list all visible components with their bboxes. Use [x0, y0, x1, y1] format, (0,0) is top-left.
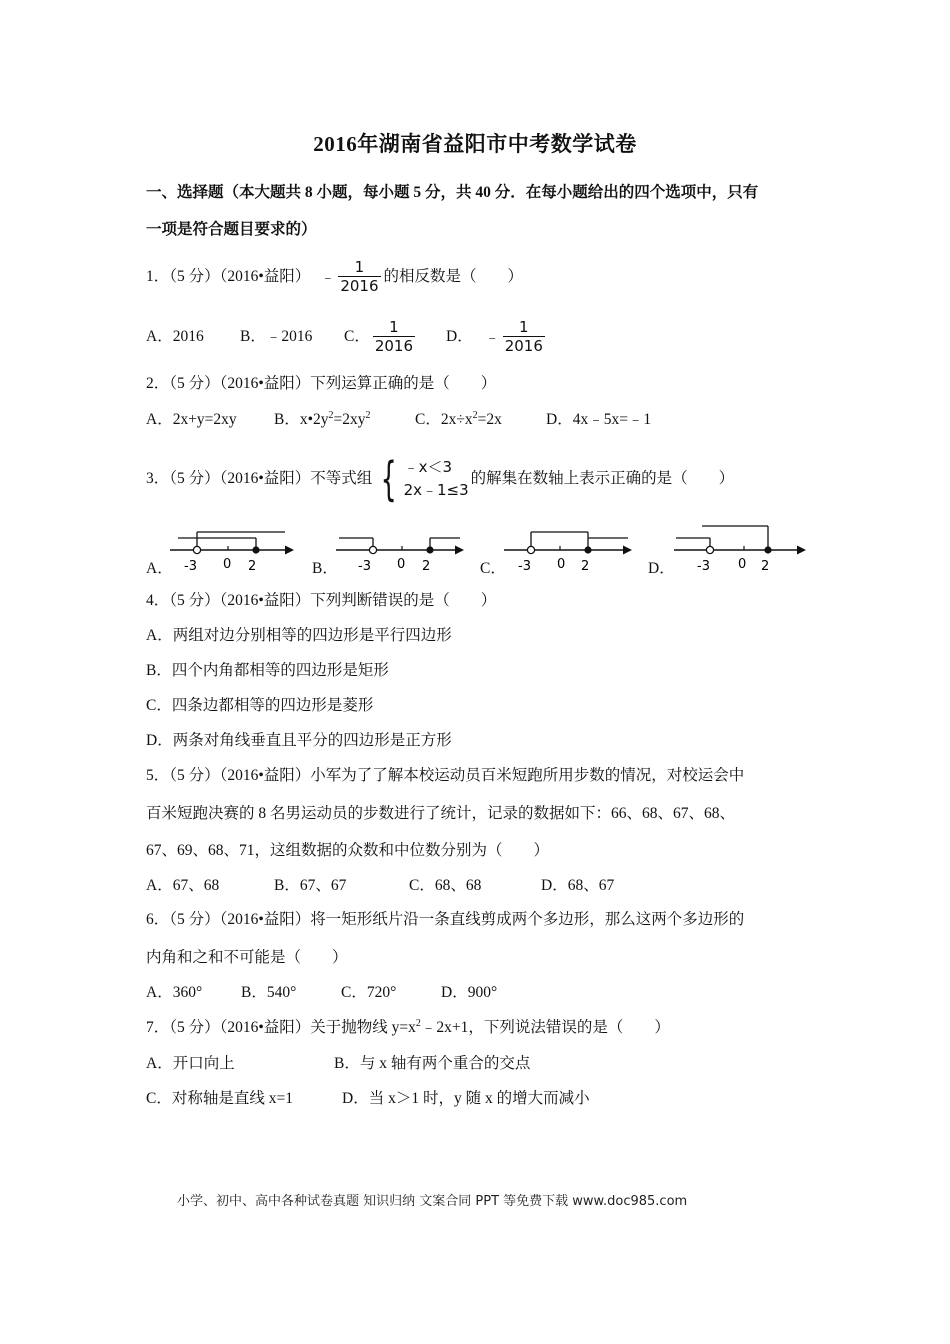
q2-b-mid: =2xy — [333, 411, 366, 428]
tick-label: 2 — [422, 559, 431, 574]
question-3 — [146, 450, 734, 508]
section-heading-line2: 一项是符合题目要求的） — [146, 221, 317, 238]
q2-b-pre: B．x•2y — [274, 411, 329, 428]
page-title: 2016年湖南省益阳市中考数学试卷 — [313, 132, 637, 156]
q3-inequalities — [404, 456, 469, 502]
page-footer: 小学、初中、高中各种试卷真题 知识归纳 文案合同 PPT 等免费下载 www.doc985.com — [177, 1194, 688, 1209]
q1-option-d-num: 1 — [519, 318, 529, 336]
tick-label: -3 — [518, 559, 531, 574]
q3-option-b-label: B． — [312, 560, 338, 577]
question-5-line2: 百米短跑决赛的 8 名男运动员的步数进行了统计，记录的数据如下：66、68、67、68、 — [146, 805, 736, 822]
q3-inequality-system — [374, 452, 469, 506]
q1-option-a: A．2016 — [146, 328, 204, 345]
q1-option-d — [446, 318, 548, 355]
q3-inequality-1: ﹣x＜3 — [403, 458, 453, 476]
q2-c-pre: C．2x÷x — [415, 411, 473, 428]
q2-option-c — [415, 410, 502, 430]
q2-c-sup: 2 — [472, 409, 478, 421]
q7-sup: 2 — [415, 1017, 421, 1029]
q7-option-c: C．对称轴是直线 x=1 — [146, 1090, 293, 1107]
q5-option-d: D．68、67 — [541, 877, 615, 894]
q2-b-sup2: 2 — [365, 409, 371, 421]
section-heading-line1: 一、选择题（本大题共 8 小题，每小题 5 分，共 40 分．在每小题给出的四个选项中，只有 — [146, 184, 759, 201]
q3-option-c-label: C． — [480, 560, 506, 577]
question-7 — [146, 1018, 670, 1038]
q1-fraction — [338, 258, 380, 295]
q1-option-c-num: 1 — [389, 318, 399, 336]
q4-option-b: B．四个内角都相等的四边形是矩形 — [146, 662, 389, 679]
q1-option-c-label: C． — [344, 327, 370, 345]
question-1 — [146, 258, 523, 295]
q1-option-d-neg: ﹣ — [484, 327, 500, 346]
q3-number-line-a — [170, 528, 295, 576]
question-2: 2．（5 分）（2016•益阳）下列运算正确的是（ ） — [146, 375, 497, 392]
q3-option-d-label: D． — [648, 560, 675, 577]
q3-number-line-b — [336, 528, 466, 576]
tick-label: 2 — [581, 559, 590, 574]
question-5-line1: 5．（5 分）（2016•益阳）小军为了了解本校运动员百米短跑所用步数的情况，对校运会中 — [146, 767, 745, 784]
q4-option-c: C．四条边都相等的四边形是菱形 — [146, 697, 374, 714]
q2-b-sup1: 2 — [328, 409, 334, 421]
q6-option-a: A．360° — [146, 984, 203, 1001]
q3-suffix: 的解集在数轴上表示正确的是（ ） — [470, 470, 735, 487]
question-5-line3: 67、69、68、71，这组数据的众数和中位数分别为（ ） — [146, 842, 550, 859]
q1-option-c — [344, 318, 418, 355]
q6-option-d: D．900° — [441, 984, 498, 1001]
q2-c-post: =2x — [477, 411, 502, 428]
tick-label: 0 — [223, 557, 232, 572]
q1-option-d-label: D． — [446, 327, 473, 345]
left-brace-icon: { — [380, 452, 398, 506]
tick-label: 0 — [397, 557, 406, 572]
q2-option-b — [274, 410, 371, 430]
tick-label: -3 — [697, 559, 710, 574]
question-6-line1: 6．（5 分）（2016•益阳）将一矩形纸片沿一条直线剪成两个多边形，那么这两个多边形的 — [146, 911, 745, 928]
q1-option-c-fraction — [373, 318, 415, 355]
q4-option-d: D．两条对角线垂直且平分的四边形是正方形 — [146, 732, 452, 749]
q3-number-line-d — [674, 522, 808, 576]
tick-label: 2 — [248, 559, 257, 574]
tick-label: -3 — [358, 559, 371, 574]
question-4: 4．（5 分）（2016•益阳）下列判断错误的是（ ） — [146, 592, 497, 609]
question-6-line2: 内角和之和不可能是（ ） — [146, 949, 348, 966]
q1-fraction-den: 2016 — [340, 277, 379, 295]
q1-fraction-num: 1 — [354, 258, 365, 276]
q7-post: ﹣2x+1，下列说法错误的是（ ） — [420, 1019, 670, 1036]
q1-prefix: 1．（5 分）（2016•益阳） — [146, 267, 311, 285]
tick-label: 0 — [738, 557, 747, 572]
q7-option-b: B．与 x 轴有两个重合的交点 — [334, 1055, 531, 1072]
q3-number-line-c — [504, 528, 634, 576]
q1-neg-sign: ﹣ — [320, 267, 336, 286]
q3-inequality-2: 2x﹣1≤3 — [403, 481, 469, 499]
q1-suffix: 的相反数是（ ） — [383, 267, 524, 285]
q7-option-a: A．开口向上 — [146, 1055, 235, 1072]
q3-option-a-label: A． — [146, 560, 173, 577]
q2-option-d: D．4x﹣5x=﹣1 — [546, 411, 652, 428]
q7-pre: 7．（5 分）（2016•益阳）关于抛物线 y=x — [146, 1019, 416, 1036]
q5-option-c: C．68、68 — [409, 877, 482, 894]
q3-prefix: 3．（5 分）（2016•益阳）不等式组 — [146, 470, 373, 487]
tick-label: -3 — [184, 559, 197, 574]
q1-option-c-den: 2016 — [374, 337, 414, 355]
q7-option-d: D．当 x＞1 时，y 随 x 的增大而减小 — [342, 1090, 590, 1107]
tick-label: 0 — [557, 557, 566, 572]
q2-option-a: A．2x+y=2xy — [146, 411, 237, 428]
q1-option-d-fraction — [503, 318, 545, 355]
q1-option-d-den: 2016 — [504, 337, 543, 355]
q6-option-c: C．720° — [341, 984, 397, 1001]
tick-label: 2 — [761, 559, 770, 574]
q5-option-a: A．67、68 — [146, 877, 220, 894]
q4-option-a: A．两组对边分别相等的四边形是平行四边形 — [146, 627, 452, 644]
q5-option-b: B．67、67 — [274, 877, 347, 894]
q1-option-b: B．﹣2016 — [240, 328, 313, 345]
q6-option-b: B．540° — [241, 984, 297, 1001]
